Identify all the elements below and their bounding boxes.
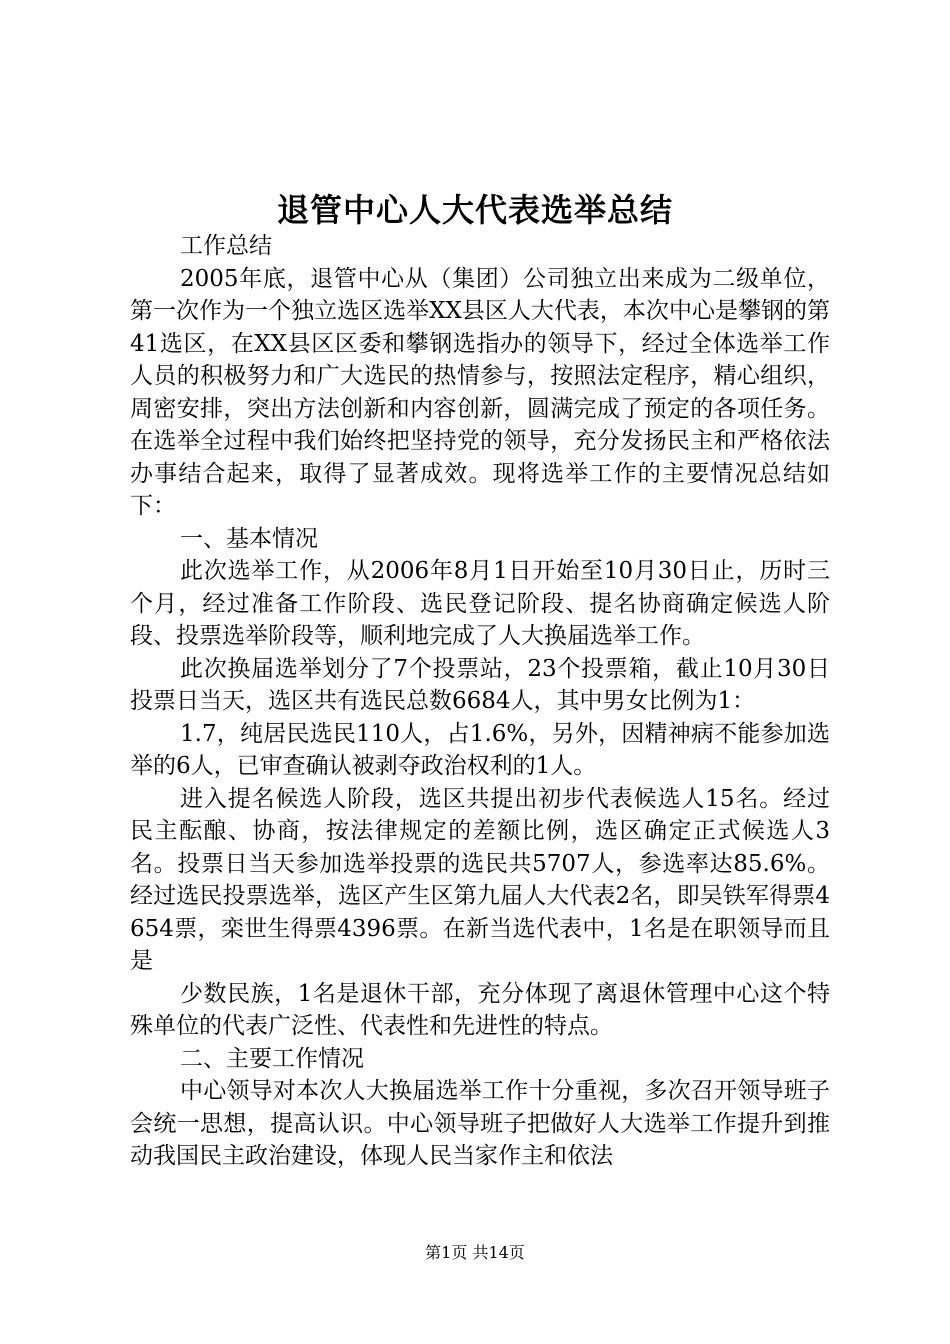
paragraph-work-summary: 工作总结 bbox=[180, 233, 272, 259]
page-number: 第1页 共14页 bbox=[425, 1243, 525, 1262]
paragraph-leadership: 中心领导对本次人大换届选举工作十分重视，多次召开领导班子会统一思想，提高认识。中心领导班子把做好人大选举工作提升到推动我国民主政治建设，体现人民当家作主和依法 bbox=[130, 1078, 830, 1169]
section-heading-basic-situation: 一、基本情况 bbox=[180, 525, 318, 552]
document-body bbox=[130, 230, 830, 1173]
paragraph-intro: 2005年底，退管中心从（集团）公司独立出来成为二级单位，第一次作为一个独立选区选举XX县区人大代表，本次中心是攀钢的第41选区，在XX县区区委和攀钢选指办的领导下，经过全体选举工作人员的积极努力和广大选民的热情参与，按照法定程序，精心组织，周密安排，突出方法创新和内容创新，圆满完成了预定的各项任务。在选举全过程中我们始终把坚持党的领导，充分发扬民主和严格依法办事结合起来，取得了显著成效。现将选举工作的主要情况总结如下： bbox=[130, 265, 830, 519]
paragraph-voter-ratio: 1.7，纯居民选民110人，占1.6%，另外，因精神病不能参加选举的6人，已审查确认被剥夺政治权利的1人。 bbox=[130, 720, 830, 779]
page-title: 退管中心人大代表选举总结 bbox=[276, 191, 673, 229]
paragraph-election-timeline: 此次选举工作，从2006年8月1日开始至10月30日止，历时三个月，经过准备工作阶段、选民登记阶段、提名协商确定候选人阶段、投票选举阶段等，顺利地完成了人大换届选举工作。 bbox=[130, 558, 830, 649]
section-heading-main-work: 二、主要工作情况 bbox=[180, 1045, 364, 1072]
paragraph-representatives: 少数民族，1名是退休干部，充分体现了离退休管理中心这个特殊单位的代表广泛性、代表性和先进性的特点。 bbox=[130, 980, 830, 1039]
paragraph-candidates: 进入提名候选人阶段，选区共提出初步代表候选人15名。经过民主酝酿、协商，按法律规定的差额比例，选区确定正式候选人3名。投票日当天参加选举投票的选民共5707人，参选率达85.6%。经过选民投票选举，选区产生区第九届人大代表2名，即吴铁军得票4654票，栾世生得票4396票。在新当选代表中，1名是在职领导而且是 bbox=[130, 785, 830, 974]
paragraph-polling-stations: 此次换届选举划分了7个投票站，23个投票箱，截止10月30日投票日当天，选区共有选民总数6684人，其中男女比例为1： bbox=[130, 655, 830, 714]
